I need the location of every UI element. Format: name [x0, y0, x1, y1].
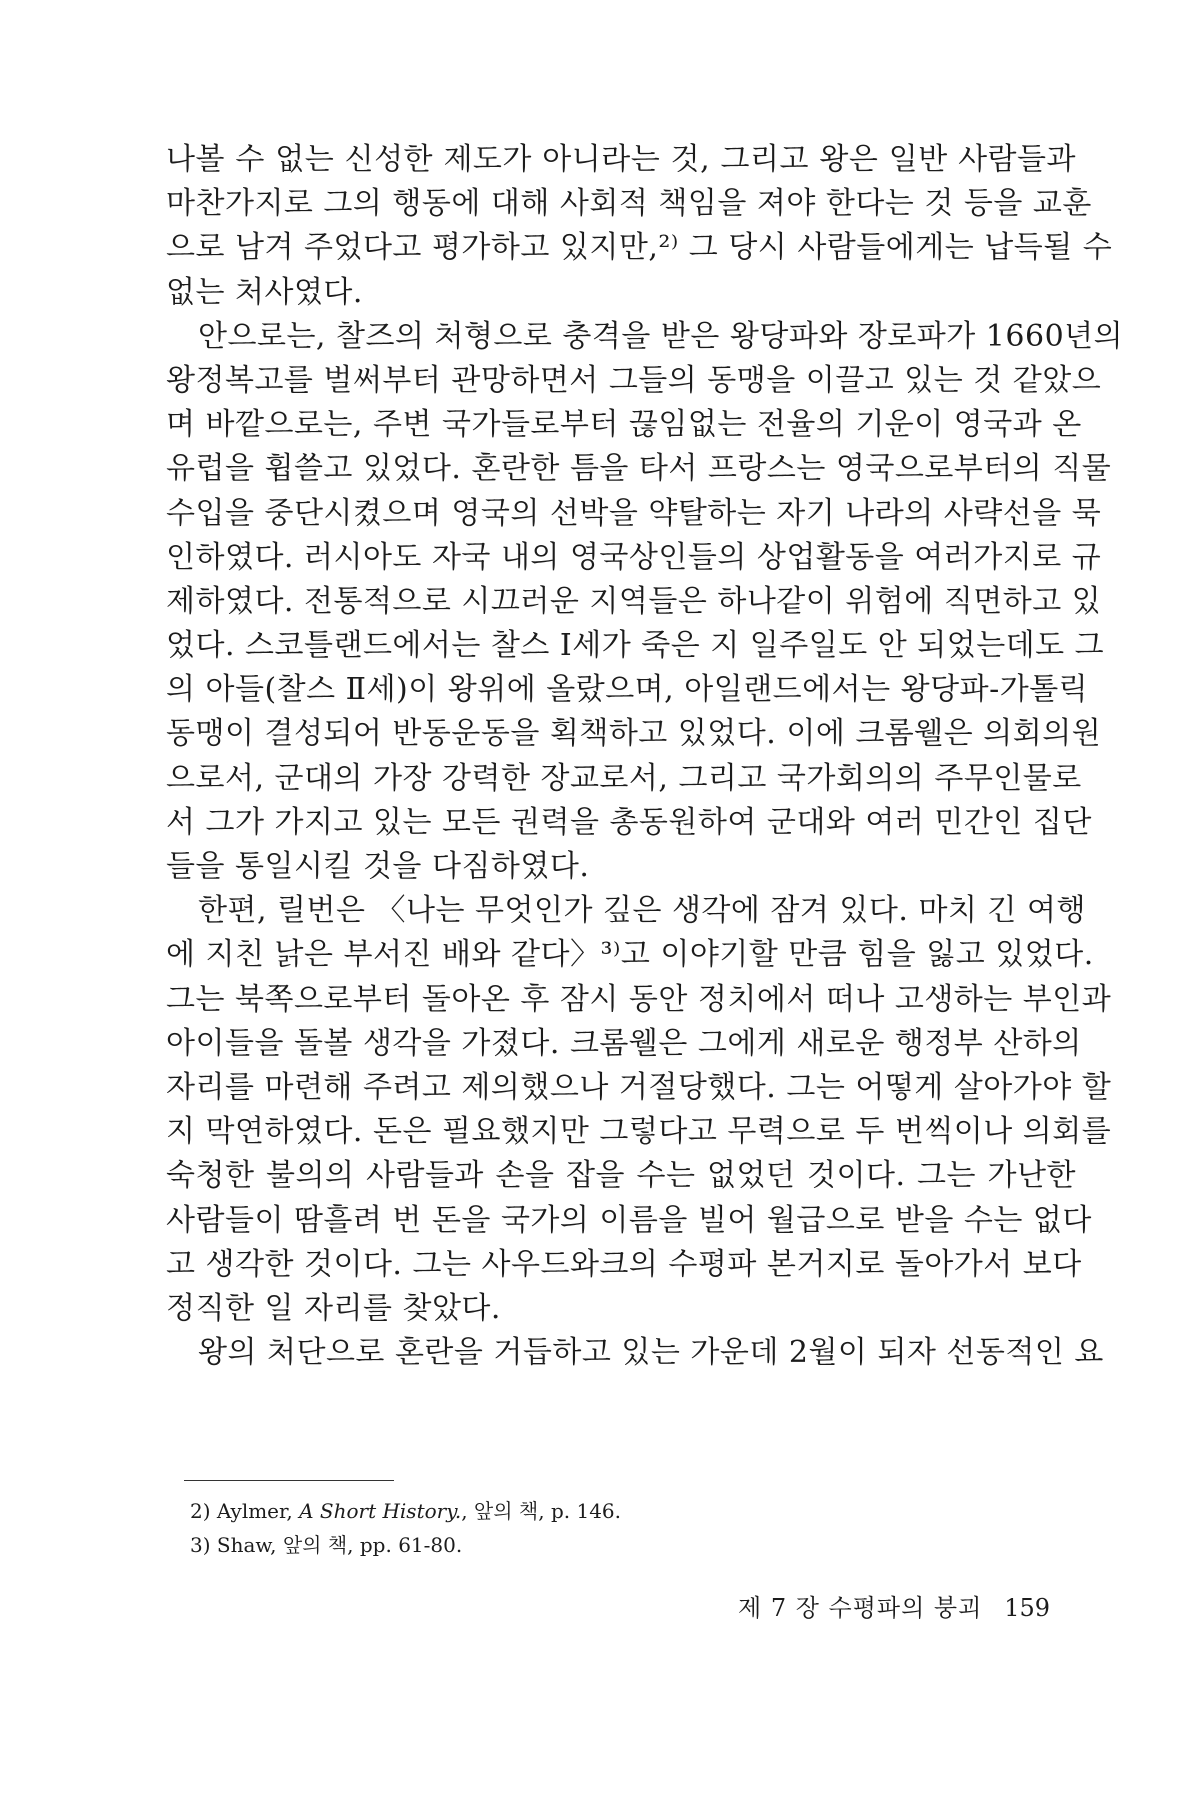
page-number: 159	[1004, 1594, 1051, 1622]
footnote-prefix: 2) Aylmer,	[190, 1499, 300, 1523]
text-line: 왕정복고를 벌써부터 관망하면서 그들의 동맹을 이끌고 있는 것 같았으	[166, 362, 1102, 398]
chapter-label: 제 7 장 수평파의 붕괴	[738, 1594, 983, 1622]
text-line: 자리를 마련해 주려고 제의했으나 거절당했다. 그는 어떻게 살아가야 할	[166, 1069, 1112, 1105]
text-line: 왕의 처단으로 혼란을 거듭하고 있는 가운데 2월이 되자 선동적인 요	[198, 1335, 1104, 1371]
footnote-divider	[184, 1480, 394, 1481]
text-line: 없는 처사였다.	[166, 274, 363, 310]
text-line: 동맹이 결성되어 반동운동을 획책하고 있었다. 이에 크롬웰은 의회의원	[166, 716, 1102, 752]
footnotes	[190, 1494, 910, 1562]
text-line: 정직한 일 자리를 찾았다.	[166, 1290, 501, 1326]
body-text	[166, 138, 1124, 1375]
footnote-book-title: A Short History.	[299, 1499, 462, 1523]
text-line: 아이들을 돌볼 생각을 가졌다. 크롬웰은 그에게 새로운 행정부 산하의	[166, 1025, 1082, 1061]
text-line: 유럽을 휩쓸고 있었다. 혼란한 틈을 타서 프랑스는 영국으로부터의 직물	[166, 451, 1112, 487]
footnote-item	[190, 1494, 910, 1528]
text-line: 제하였다. 전통적으로 시끄러운 지역들은 하나같이 위험에 직면하고 있	[166, 583, 1102, 619]
text-line: 고 생각한 것이다. 그는 사우드와크의 수평파 본거지로 돌아가서 보다	[166, 1246, 1082, 1282]
text-line: 사람들이 땀흘려 번 돈을 국가의 이름을 빌어 월급으로 받을 수는 없다	[166, 1202, 1092, 1238]
text-line: 서 그가 가지고 있는 모든 권력을 총동원하여 군대와 여러 민간인 집단	[166, 804, 1092, 840]
text-line: 마찬가지로 그의 행동에 대해 사회적 책임을 져야 한다는 것 등을 교훈	[166, 186, 1092, 222]
text-line: 인하였다. 러시아도 자국 내의 영국상인들의 상업활동을 여러가지로 규	[166, 539, 1102, 575]
text-line: 에 지친 낡은 부서진 배와 같다〉³⁾고 이야기할 만큼 힘을 잃고 있었다.	[166, 937, 1094, 973]
text-line: 안으로는, 찰즈의 처형으로 충격을 받은 왕당파와 장로파가 1660년의	[198, 318, 1124, 354]
text-line: 들을 통일시킬 것을 다짐하였다.	[166, 849, 590, 884]
text-line: 그는 북쪽으로부터 돌아온 후 잠시 동안 정치에서 떠나 고생하는 부인과	[166, 981, 1112, 1017]
text-line: 었다. 스코틀랜드에서는 찰스 Ⅰ세가 죽은 지 일주일도 안 되었는데도 그	[166, 628, 1105, 664]
text-line: 의 아들(찰스 Ⅱ세)이 왕위에 올랐으며, 아일랜드에서는 왕당파-가톨릭	[166, 672, 1089, 708]
footnote-item	[190, 1528, 910, 1562]
footnote-prefix: 3) Shaw, 앞의 책, pp. 61-80.	[190, 1533, 463, 1557]
running-footer	[738, 1590, 1068, 1626]
text-line: 나볼 수 없는 신성한 제도가 아니라는 것, 그리고 왕은 일반 사람들과	[166, 142, 1076, 177]
text-line: 숙청한 불의의 사람들과 손을 잡을 수는 없었던 것이다. 그는 가난한	[166, 1158, 1076, 1194]
text-line: 며 바깥으로는, 주변 국가들로부터 끊임없는 전율의 기운이 영국과 온	[166, 407, 1082, 443]
footnote-suffix: , 앞의 책, p. 146.	[461, 1499, 622, 1523]
text-line: 으로서, 군대의 가장 강력한 장교로서, 그리고 국가회의의 주무인물로	[166, 760, 1082, 796]
text-line: 한편, 릴번은 〈나는 무엇인가 깊은 생각에 잠겨 있다. 마치 긴 여행	[198, 893, 1086, 929]
text-line: 수입을 중단시켰으며 영국의 선박을 약탈하는 자기 나라의 사략선을 묵	[166, 495, 1102, 531]
text-line: 지 막연하였다. 돈은 필요했지만 그렇다고 무력으로 두 번씩이나 의회를	[166, 1114, 1112, 1150]
text-line: 으로 남겨 주었다고 평가하고 있지만,²⁾ 그 당시 사람들에게는 납득될 수	[166, 230, 1113, 266]
